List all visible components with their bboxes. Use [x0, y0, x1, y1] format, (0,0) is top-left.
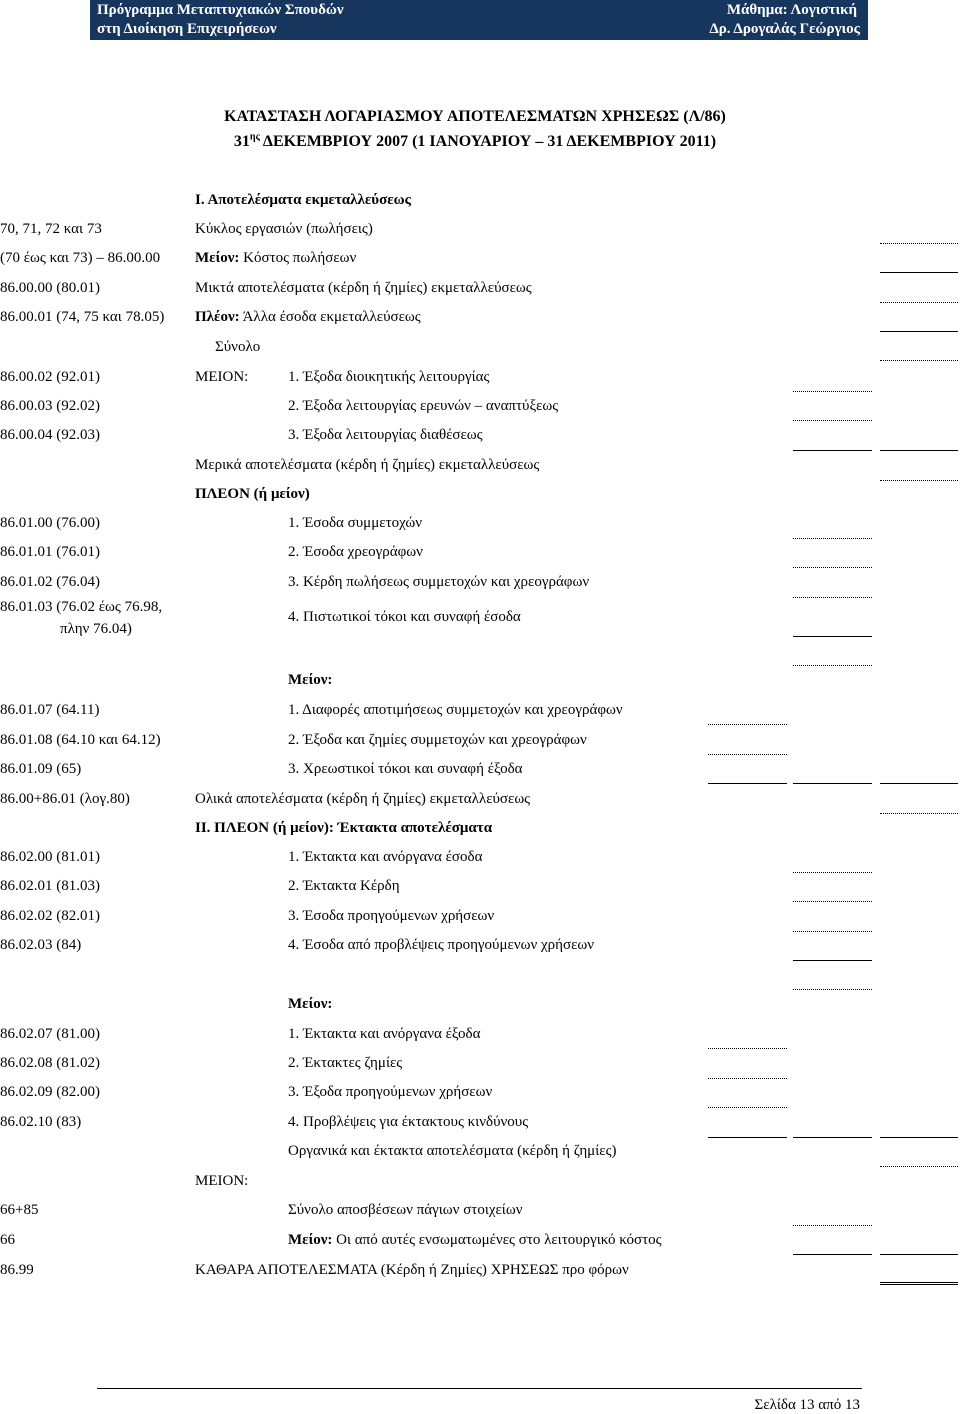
- statement-row: [0, 598, 960, 638]
- statement-row: [0, 249, 960, 267]
- account-code: 86.01.02 (76.04): [0, 574, 100, 590]
- amount-line-dotted: [793, 872, 872, 873]
- account-code: 86.00.01 (74, 75 και 78.05): [0, 309, 165, 325]
- account-code: 86.01.01 (76.01): [0, 544, 100, 560]
- amount-line-solid: [793, 636, 872, 637]
- line-item-label: 1. Έκτακτα και ανόργανα έσοδα: [288, 849, 483, 865]
- account-code: 86.02.03 (84): [0, 937, 82, 953]
- account-code-continued: πλην 76.04): [60, 621, 132, 637]
- account-code: 70, 71, 72 και 73: [0, 221, 102, 237]
- statement-row: [0, 308, 960, 326]
- account-code: 86.02.08 (81.02): [0, 1055, 100, 1071]
- statement-row: [0, 220, 960, 238]
- amount-line-solid: [708, 1137, 787, 1138]
- section-title: ΙΙ. ΠΛΕΟΝ (ή μείον): Έκτακτα αποτελέσματα: [195, 820, 493, 836]
- total-label: Σύνολο: [215, 339, 261, 355]
- line-item-label: [195, 308, 421, 326]
- line-item-label: 4. Πιστωτικοί τόκοι και συναφή έσοδα: [288, 609, 521, 625]
- subtotal-label: Μερικά αποτελέσματα (κέρδη ή ζημίες) εκμεταλλεύσεως: [195, 457, 540, 473]
- line-item-label: Σύνολο αποσβέσεων πάγιων στοιχείων: [288, 1202, 523, 1218]
- line-item-label: 3. Έσοδα προηγούμενων χρήσεων: [288, 908, 495, 924]
- amount-line-dotted: [708, 1107, 787, 1108]
- statement-row: [0, 368, 960, 386]
- group-heading: ΠΛΕΟΝ (ή μείον): [195, 486, 310, 502]
- amount-line-dotted: [793, 597, 872, 598]
- statement-row: [0, 1025, 960, 1043]
- amount-line-dotted: [793, 989, 872, 990]
- statement-row: [0, 543, 960, 561]
- amount-line-solid: [880, 450, 958, 451]
- statement-row: [0, 573, 960, 591]
- amount-line-dotted: [880, 813, 958, 814]
- statement-row: [0, 936, 960, 954]
- amount-line-solid: [793, 450, 872, 451]
- account-code: 86.02.07 (81.00): [0, 1026, 100, 1042]
- account-code: 86.01.09 (65): [0, 761, 82, 777]
- line-item-label: 1. Έσοδα συμμετοχών: [288, 515, 423, 531]
- line-item-label: 1. Έκτακτα και ανόργανα έξοδα: [288, 1026, 481, 1042]
- page-number: Σελίδα 13 από 13: [754, 1397, 860, 1413]
- statement-row: [0, 760, 960, 778]
- statement-row: [0, 671, 960, 689]
- account-code: 86.01.07 (64.11): [0, 702, 100, 718]
- label-prefix: Πλέον:: [195, 309, 240, 325]
- group-heading: Μείον:: [288, 672, 333, 688]
- statement-row: [0, 790, 960, 808]
- amount-line-dotted: [793, 391, 872, 392]
- amount-line-dotted: [793, 420, 872, 421]
- statement-row: [0, 279, 960, 297]
- subtotal-label: Ολικά αποτελέσματα (κέρδη ή ζημίες) εκμεταλλεύσεως: [195, 791, 531, 807]
- statement-row: [0, 485, 960, 503]
- account-code: 86.02.01 (81.03): [0, 878, 100, 894]
- statement-title: ΚΑΤΑΣΤΑΣΗ ΛΟΓΑΡΙΑΣΜΟΥ ΑΠΟΤΕΛΕΣΜΑΤΩΝ ΧΡΗΣΕΩΣ (Λ/86): [224, 108, 726, 125]
- statement-row: [0, 397, 960, 415]
- amount-line-solid: [880, 1254, 958, 1255]
- statement-row: [0, 1172, 960, 1190]
- account-code: 86.00.03 (92.02): [0, 398, 100, 414]
- statement-row: [0, 1142, 960, 1160]
- line-item-label: 3. Κέρδη πωλήσεως συμμετοχών και χρεογράφων: [288, 574, 590, 590]
- statement-row: [0, 907, 960, 925]
- course-name: Μάθημα: Λογιστική: [726, 2, 857, 18]
- statement-row: [0, 1261, 960, 1279]
- statement-row: [0, 701, 960, 719]
- statement-row: [0, 514, 960, 532]
- group-heading: Μείον:: [288, 996, 333, 1012]
- statement-row: [0, 731, 960, 749]
- account-code: 86.00.04 (92.03): [0, 427, 100, 443]
- account-code: 86.01.08 (64.10 και 64.12): [0, 732, 161, 748]
- statement-row: [0, 426, 960, 444]
- amount-line-solid: [793, 1137, 872, 1138]
- line-item-label: 2. Έκτακτα Κέρδη: [288, 878, 400, 894]
- amount-line-dotted: [793, 567, 872, 568]
- account-code: 86.01.00 (76.00): [0, 515, 100, 531]
- period-ordinal: ης: [249, 131, 260, 143]
- line-item-label: Κύκλος εργασιών (πωλήσεις): [195, 221, 373, 237]
- account-code: 86.99: [0, 1262, 34, 1278]
- statement-row: [0, 338, 960, 356]
- statement-row: [0, 1231, 960, 1249]
- account-code: 86.00.02 (92.01): [0, 369, 100, 385]
- label-text: Άλλα έσοδα εκμεταλλεύσεως: [242, 309, 421, 325]
- line-item-label: 2. Έκτακτες ζημίες: [288, 1055, 403, 1071]
- line-item-label: 3. Έξοδα λειτουργίας διαθέσεως: [288, 427, 483, 443]
- account-code: 86.02.10 (83): [0, 1114, 82, 1130]
- amount-line-solid: [880, 272, 958, 273]
- account-code: 86.00.00 (80.01): [0, 280, 100, 296]
- subtotal-label: Οργανικά και έκτακτα αποτελέσματα (κέρδη ή ζημίες): [288, 1143, 617, 1159]
- amount-line-solid: [708, 783, 787, 784]
- section-heading: [0, 191, 960, 209]
- statement-row: [0, 1054, 960, 1072]
- amount-line-dotted: [708, 754, 787, 755]
- line-item-label: 2. Έσοδα χρεογράφων: [288, 544, 423, 560]
- account-code: 66: [0, 1232, 15, 1248]
- amount-line-dotted: [793, 665, 872, 666]
- line-item-label: [288, 1231, 662, 1249]
- program-name: Πρόγραμμα Μεταπτυχιακών Σπουδών: [97, 2, 344, 18]
- statement-row: [0, 995, 960, 1013]
- amount-line-double: [880, 1282, 958, 1285]
- amount-line-solid: [880, 331, 958, 332]
- line-item-label: 2. Έξοδα λειτουργίας ερευνών – αναπτύξεως: [288, 398, 559, 414]
- account-code: 86.02.02 (82.01): [0, 908, 100, 924]
- amount-line-solid: [880, 783, 958, 784]
- program-field: στη Διοίκηση Επιχειρήσεων: [97, 21, 277, 37]
- amount-line-dotted: [708, 724, 787, 725]
- amount-line-dotted: [880, 243, 958, 244]
- amount-line-dotted: [793, 538, 872, 539]
- statement-row: [0, 456, 960, 474]
- line-item-label: [195, 249, 356, 267]
- amount-line-dotted: [793, 931, 872, 932]
- net-result-label: ΚΑΘΑΡΑ ΑΠΟΤΕΛΕΣΜΑΤΑ (Κέρδη ή Ζημίες) ΧΡΗΣΕΩΣ προ φόρων: [195, 1262, 629, 1278]
- line-item-label: 1. Έξοδα διοικητικής λειτουργίας: [288, 369, 490, 385]
- line-item-label: 2. Έξοδα και ζημίες συμμετοχών και χρεογράφων: [288, 732, 587, 748]
- line-item-label: 1. Διαφορές αποτιμήσεως συμμετοχών και χρεογράφων: [288, 702, 623, 718]
- amount-line-dotted: [880, 360, 958, 361]
- statement-row: [0, 848, 960, 866]
- account-code: 86.00+86.01 (λογ.80): [0, 791, 130, 807]
- instructor-name: Δρ. Δρογαλάς Γεώργιος: [709, 21, 860, 37]
- account-code: 66+85: [0, 1202, 39, 1218]
- account-code: 86.02.09 (82.00): [0, 1084, 100, 1100]
- line-item-label: Μικτά αποτελέσματα (κέρδη ή ζημίες) εκμεταλλεύσεως: [195, 280, 532, 296]
- amount-line-dotted: [793, 1225, 872, 1226]
- group-label: ΜΕΙΟΝ:: [195, 1173, 249, 1189]
- label-prefix: Μείον:: [288, 1232, 333, 1248]
- account-code: 86.02.00 (81.01): [0, 849, 100, 865]
- period-day: 31: [233, 133, 250, 150]
- line-item-label: 3. Χρεωστικοί τόκοι και συναφή έξοδα: [288, 761, 523, 777]
- statement-row: [0, 1083, 960, 1101]
- account-code: 86.01.03 (76.02 έως 76.98,: [0, 599, 163, 615]
- footer-divider: [97, 1388, 862, 1389]
- label-prefix: Μείον:: [195, 250, 240, 266]
- line-item-label: 4. Προβλέψεις για έκτακτους κινδύνους: [288, 1114, 529, 1130]
- statement-period: [0, 133, 950, 151]
- amount-line-dotted: [880, 302, 958, 303]
- amount-line-solid: [793, 960, 872, 961]
- amount-line-solid: [880, 1137, 958, 1138]
- group-label: ΜΕΙΟΝ:: [195, 369, 249, 385]
- section-heading: [0, 819, 960, 837]
- label-text: Οι από αυτές ενσωματωμένες στο λειτουργικό κόστος: [336, 1232, 662, 1248]
- statement-row: [0, 1113, 960, 1131]
- statement-row: [0, 877, 960, 895]
- line-item-label: 3. Έξοδα προηγούμενων χρήσεων: [288, 1084, 493, 1100]
- amount-line-dotted: [708, 1078, 787, 1079]
- label-text: Κόστος πωλήσεων: [243, 250, 357, 266]
- amount-line-solid: [793, 1254, 872, 1255]
- section-title: Ι. Αποτελέσματα εκμεταλλεύσεως: [195, 192, 411, 208]
- amount-line-dotted: [880, 480, 958, 481]
- amount-line-dotted: [708, 1048, 787, 1049]
- amount-line-dotted: [880, 1166, 958, 1167]
- amount-line-dotted: [793, 901, 872, 902]
- period-text: ΔΕΚΕΜΒΡΙΟΥ 2007 (1 ΙΑΝΟΥΑΡΙΟΥ – 31 ΔΕΚΕΜΒΡΙΟΥ 2011): [262, 133, 717, 150]
- amount-line-solid: [793, 783, 872, 784]
- account-code: (70 έως και 73) – 86.00.00: [0, 250, 161, 266]
- statement-row: [0, 1201, 960, 1219]
- line-item-label: 4. Έσοδα από προβλέψεις προηγούμενων χρήσεων: [288, 937, 595, 953]
